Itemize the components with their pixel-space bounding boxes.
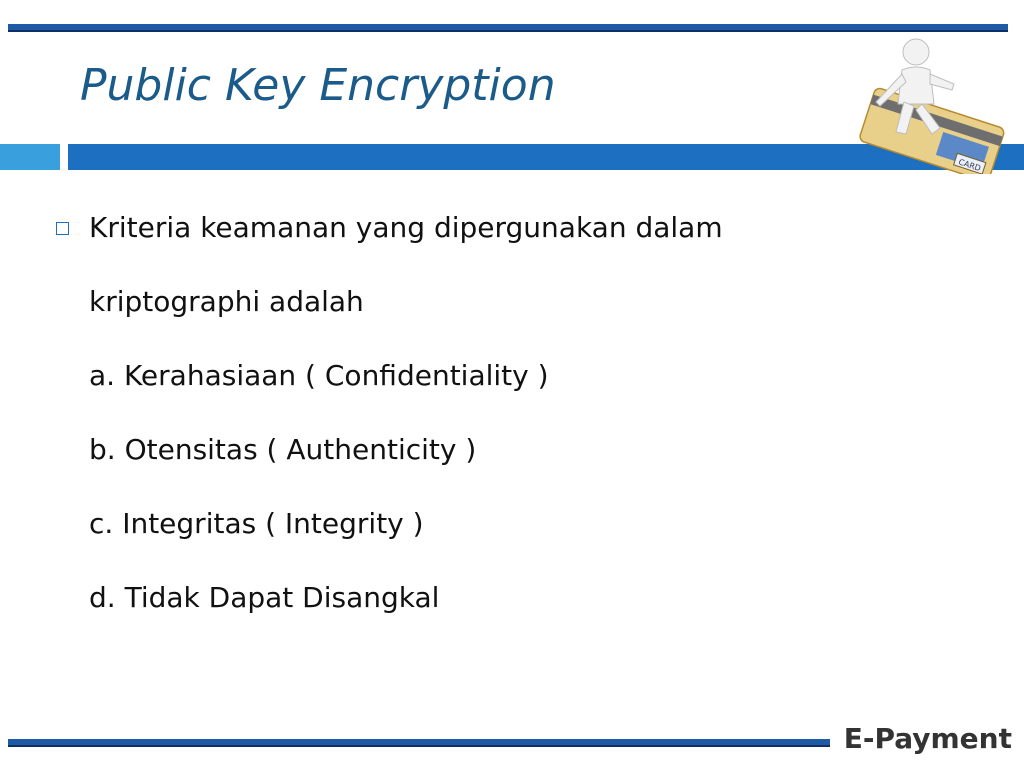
header-band-left — [0, 144, 60, 170]
list-item — [56, 422, 956, 496]
criteria-b: b. Otensitas ( Authenticity ) — [89, 433, 477, 466]
list-item — [56, 570, 956, 644]
bullet-text-line: kriptographi adalah — [89, 285, 364, 318]
criteria-d: d. Tidak Dapat Disangkal — [89, 581, 440, 614]
list-item — [56, 274, 956, 348]
list-item — [56, 348, 956, 422]
slide-title: Public Key Encryption — [80, 60, 556, 111]
slide-body — [56, 200, 956, 644]
square-bullet-icon — [56, 222, 69, 235]
person-on-card-icon — [850, 34, 1010, 174]
bullet-text-line: Kriteria keamanan yang dipergunakan dalam — [89, 211, 723, 244]
list-item — [56, 496, 956, 570]
footer-rule — [8, 739, 830, 747]
list-item — [56, 200, 956, 274]
top-rule — [8, 24, 1008, 32]
criteria-c: c. Integritas ( Integrity ) — [89, 507, 424, 540]
card-label: CARD — [957, 157, 982, 174]
criteria-a: a. Kerahasiaan ( Confidentiality ) — [89, 359, 549, 392]
footer-label: E-Payment — [843, 722, 1012, 755]
